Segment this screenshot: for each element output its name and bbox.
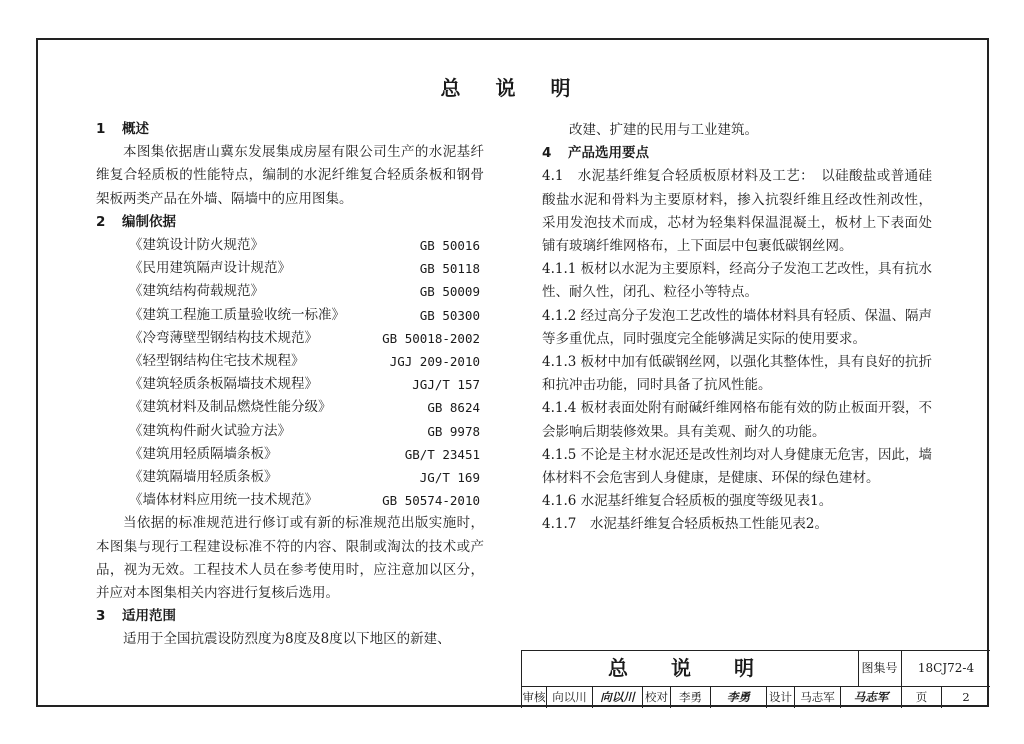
section-1-title: 概述 bbox=[122, 121, 149, 137]
checker-name: 李勇 bbox=[671, 687, 711, 708]
section-1-text: 本图集依据唐山冀东发展集成房屋有限公司生产的水泥基纤维复合轻质板的性能特点，编制的水泥纤维复合轻质条板和钢骨架板两类产品在外墙、隔墙中的应用图集。 bbox=[96, 144, 484, 207]
reference-code: GB 50574-2010 bbox=[382, 493, 480, 509]
reference-item bbox=[96, 327, 484, 350]
right-column bbox=[542, 119, 932, 537]
review-label: 审核 bbox=[522, 687, 547, 708]
reference-code: JG/T 169 bbox=[419, 470, 480, 486]
clause-4-1-1: 4.1.1 板材以水泥为主要原料，经高分子发泡工艺改性，具有抗水性、耐久性，闭孔、粒径小等特点。 bbox=[542, 261, 932, 301]
reference-name: 《建筑材料及制品燃烧性能分级》 bbox=[129, 399, 332, 416]
reference-name: 《建筑工程施工质量验收统一标准》 bbox=[129, 306, 345, 323]
reference-code: GB 50118 bbox=[419, 261, 480, 277]
reference-item bbox=[96, 420, 484, 443]
check-label: 校对 bbox=[643, 687, 671, 708]
clause-4-1-7: 4.1.7 水泥基纤维复合轻质板热工性能见表2。 bbox=[542, 516, 828, 533]
reference-item bbox=[96, 280, 484, 303]
reference-name: 《建筑隔墙用轻质条板》 bbox=[129, 469, 278, 486]
reviewer-name: 向以川 bbox=[547, 687, 593, 708]
design-label: 设计 bbox=[767, 687, 795, 708]
reference-item bbox=[96, 373, 484, 396]
clause-4-1: 4.1 水泥基纤维复合轻质板原材料及工艺： 以硅酸盐或普通硅酸盐水泥和骨料为主要原材料，掺入抗裂纤维且经改性剂改性，采用发泡技术而成，芯材为轻集料保温混凝土，板材上下表面处铺有玻璃纤维网格布，上下面层中包裹低碳钢丝网。 bbox=[542, 168, 932, 255]
reference-name: 《民用建筑隔声设计规范》 bbox=[129, 260, 291, 277]
designer-name: 马志军 bbox=[795, 687, 841, 708]
section-3-heading bbox=[96, 605, 484, 628]
designer-signature: 马志军 bbox=[841, 687, 902, 708]
reference-item bbox=[96, 396, 484, 419]
reference-code: GB 8624 bbox=[427, 400, 480, 416]
left-column bbox=[96, 118, 484, 652]
reference-item bbox=[96, 257, 484, 280]
reference-code: GB/T 23451 bbox=[404, 446, 480, 462]
section-3-continued: 改建、扩建的民用与工业建筑。 bbox=[569, 122, 758, 138]
reference-list bbox=[96, 234, 484, 512]
clause-4-1-5: 4.1.5 不论是主材水泥还是改性剂均对人身健康无危害，因此，墙体材料不会危害到人身健康，是健康、环保的绿色建材。 bbox=[542, 446, 932, 487]
title-block-signature-row bbox=[522, 687, 990, 708]
title-block bbox=[521, 650, 990, 708]
reference-item bbox=[96, 466, 484, 489]
reference-code: JGJ 209-2010 bbox=[389, 354, 480, 370]
section-4-title: 产品选用要点 bbox=[568, 145, 649, 162]
section-1-number: 1 bbox=[96, 121, 106, 137]
section-2-title: 编制依据 bbox=[122, 213, 176, 230]
reference-item bbox=[96, 350, 484, 373]
reference-code: GB 50009 bbox=[419, 284, 480, 300]
reference-name: 《建筑用轻质隔墙条板》 bbox=[129, 445, 278, 462]
reference-item bbox=[96, 234, 484, 257]
reference-item bbox=[96, 304, 484, 327]
clause-4-1-3: 4.1.3 板材中加有低碳钢丝网，以强化其整体性，具有良好的抗折和抗冲击功能，同时具备了抗风性能。 bbox=[542, 354, 932, 394]
reference-code: JGJ/T 157 bbox=[412, 377, 480, 393]
section-2-heading bbox=[96, 211, 484, 234]
reference-code: GB 50300 bbox=[419, 307, 480, 323]
reference-code: GB 50016 bbox=[419, 238, 480, 254]
atlas-number: 18CJ72-4 bbox=[917, 661, 975, 675]
reference-item bbox=[96, 443, 484, 466]
page-number: 2 bbox=[962, 690, 970, 704]
drawing-frame bbox=[36, 38, 989, 707]
title-block-top-row bbox=[522, 651, 990, 687]
reference-name: 《建筑构件耐火试验方法》 bbox=[129, 422, 291, 439]
reference-name: 《建筑设计防火规范》 bbox=[129, 237, 264, 254]
atlas-number-label: 图集号 bbox=[858, 651, 902, 686]
section-3-text: 适用于全国抗震设防烈度为8度及8度以下地区的新建、 bbox=[123, 631, 451, 648]
page-title: 总 说 明 bbox=[440, 76, 585, 100]
checker-signature: 李勇 bbox=[711, 687, 767, 708]
reference-name: 《轻型钢结构住宅技术规程》 bbox=[129, 353, 305, 370]
section-2-text: 当依据的标准规范进行修订或有新的标准规范出版实施时，本图集与现行工程建设标准不符的内容、限制或淘汰的技术或产品，视为无效。工程技术人员在参考使用时，应注意加以区分，并应对本图集相关内容进行复核后选用。 bbox=[96, 515, 484, 602]
reference-name: 《建筑轻质条板隔墙技术规程》 bbox=[129, 376, 318, 393]
reference-name: 《墙体材料应用统一技术规范》 bbox=[129, 492, 318, 509]
section-4-heading bbox=[542, 142, 932, 165]
section-3-number: 3 bbox=[96, 608, 106, 625]
clause-4-1-2: 4.1.2 经过高分子发泡工艺改性的墙体材料具有轻质、保温、隔声等多重优点，同时强度完全能够满足实际的使用要求。 bbox=[542, 307, 932, 347]
reference-name: 《冷弯薄壁型钢结构技术规范》 bbox=[129, 329, 318, 346]
reference-code: GB 9978 bbox=[427, 423, 480, 439]
section-1-heading bbox=[96, 118, 484, 141]
clause-4-1-6: 4.1.6 水泥基纤维复合轻质板的强度等级见表1。 bbox=[542, 493, 833, 510]
reference-code: GB 50018-2002 bbox=[382, 330, 480, 346]
page-label: 页 bbox=[902, 687, 942, 708]
reviewer-signature: 向以川 bbox=[593, 687, 643, 708]
clause-4-1-4: 4.1.4 板材表面处附有耐碱纤维网格布能有效的防止板面开裂，不会影响后期装修效果。具有美观、耐久的功能。 bbox=[542, 400, 932, 440]
reference-name: 《建筑结构荷载规范》 bbox=[129, 283, 264, 300]
section-3-title: 适用范围 bbox=[122, 608, 176, 625]
section-4-number: 4 bbox=[542, 145, 552, 162]
reference-item bbox=[96, 489, 484, 512]
title-block-name: 总 说 明 bbox=[522, 651, 859, 686]
section-2-number: 2 bbox=[96, 213, 106, 230]
